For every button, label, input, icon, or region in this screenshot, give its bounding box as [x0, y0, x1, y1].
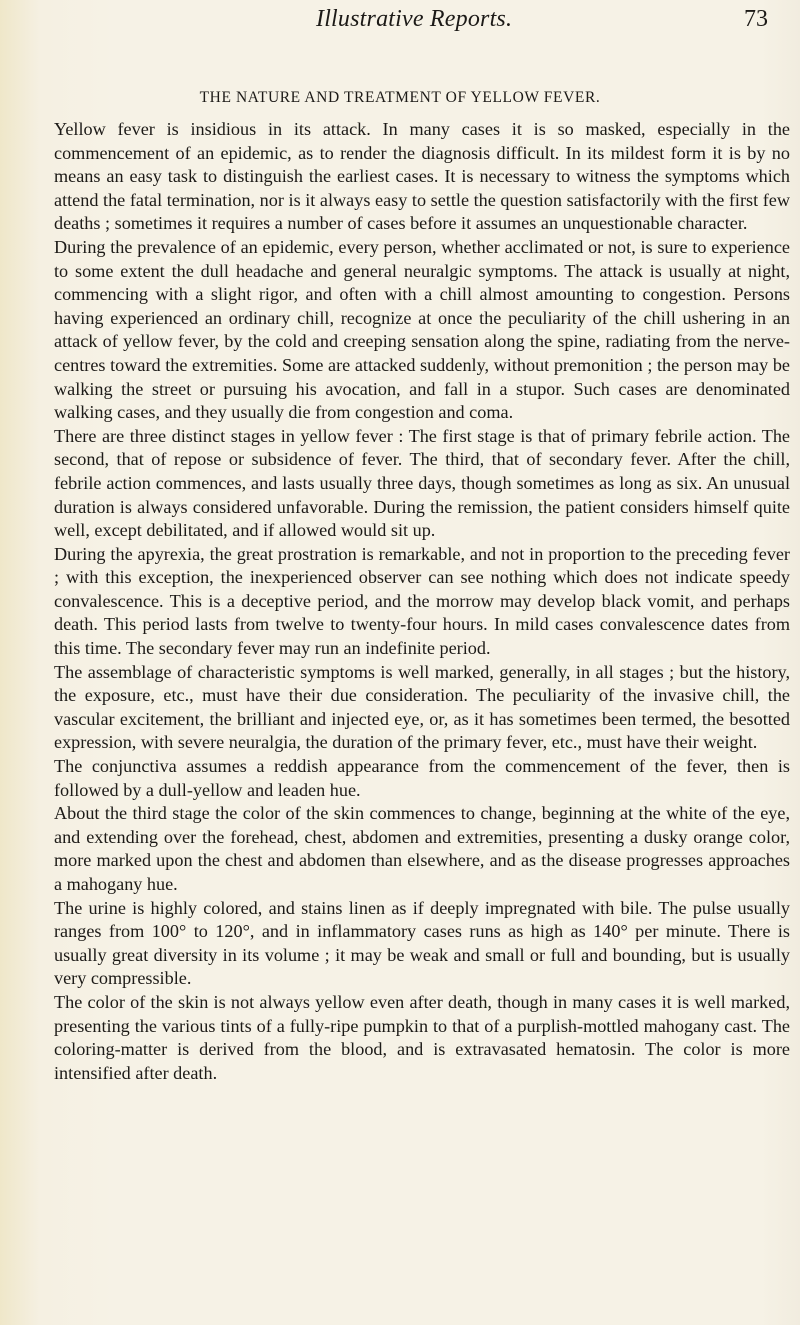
- paragraph: During the apyrexia, the great prostration is remarkable, and not in proportion to the preceding fever ; with this exception, the inexperienced observer can see nothing which does not indicate speedy convalescence. This is a deceptive period, and the morrow may develop black vomit, and perhaps death. This period lasts from twelve to twenty-four hours. In mild cases convalescence dates from this time. The secondary fever may run an indefinite period.: [54, 543, 790, 659]
- paragraph: Yellow fever is insidious in its attack. In many cases it is so masked, especially in the commencement of an epidemic, as to render the diagnosis difficult. In its mildest form it is by no means an easy task to distinguish the earliest cases. It is necessary to witness the symptoms which attend the fatal termination, nor is it always easy to settle the question satisfactorily with the first few deaths ; sometimes it requires a number of cases before it assumes an unquestionable character.: [54, 119, 790, 234]
- section-title: THE NATURE AND TREATMENT OF YELLOW FEVER.: [199, 89, 601, 106]
- page-number: 73: [744, 6, 768, 32]
- paragraph: About the third stage the color of the skin commences to change, beginning at the white of the eye, and extending over the forehead, chest, abdomen and extremities, presenting a dusky orange color, more marked upon the chest and abdomen than elsewhere, and as the disease progresses approaches a mahogany hue.: [54, 803, 790, 894]
- body-text: [54, 118, 790, 1085]
- paragraph: The assemblage of characteristic symptoms is well marked, generally, in all stages ; but the history, the exposure, etc., must have their due consideration. The peculiarity of the invasive chill, the vascular excitement, the brilliant and injected eye, or, as it has sometimes been termed, the besotted expression, with severe neuralgia, the duration of the primary fever, etc., must have their weight.: [54, 661, 790, 753]
- paragraph: The color of the skin is not always yellow even after death, though in many cases it is well marked, presenting the various tints of a fully-ripe pumpkin to that of a purplish-mottled mahogany cast. The coloring-matter is derived from the blood, and is extravasated hematosin. The color is more intensified after death.: [54, 991, 790, 1083]
- paragraph: During the prevalence of an epidemic, every person, whether acclimated or not, is sure to experience to some extent the dull headache and general neuralgic symptoms. The attack is usually at night, commencing with a slight rigor, and often with a chill almost amounting to congestion. Persons having experienced an ordinary chill, recognize at once the peculiarity of the chill ushering in an attack of yellow fever, by the cold and creeping sensation along the spine, radiating from the nerve-centres toward the extremities. Some are attacked suddenly, without premonition ; the person may be walking the street or pursuing his avocation, and fall in a stupor. Such cases are denominated walking cases, and they usually die from congestion and coma.: [54, 236, 790, 423]
- running-title: Illustrative Reports.: [316, 6, 513, 32]
- paragraph: There are three distinct stages in yellow fever : The first stage is that of primary febrile action. The second, that of repose or subsidence of fever. The third, that of secondary fever. After the chill, febrile action commences, and lasts usually three days, though sometimes as long as six. An unusual duration is always considered unfavorable. During the remission, the patient considers himself quite well, except debilitated, and if allowed would sit up.: [54, 425, 790, 541]
- paragraph: The conjunctiva assumes a reddish appearance from the commencement of the fever, then is followed by a dull-yellow and leaden hue.: [54, 756, 790, 800]
- running-head: [0, 4, 800, 44]
- paragraph: The urine is highly colored, and stains linen as if deeply impregnated with bile. The pulse usually ranges from 100° to 120°, and in inflammatory cases runs as high as 140° per minute. There is usually great diversity in its volume ; it may be weak and small or full and bounding, but is usually very compressible.: [54, 897, 790, 989]
